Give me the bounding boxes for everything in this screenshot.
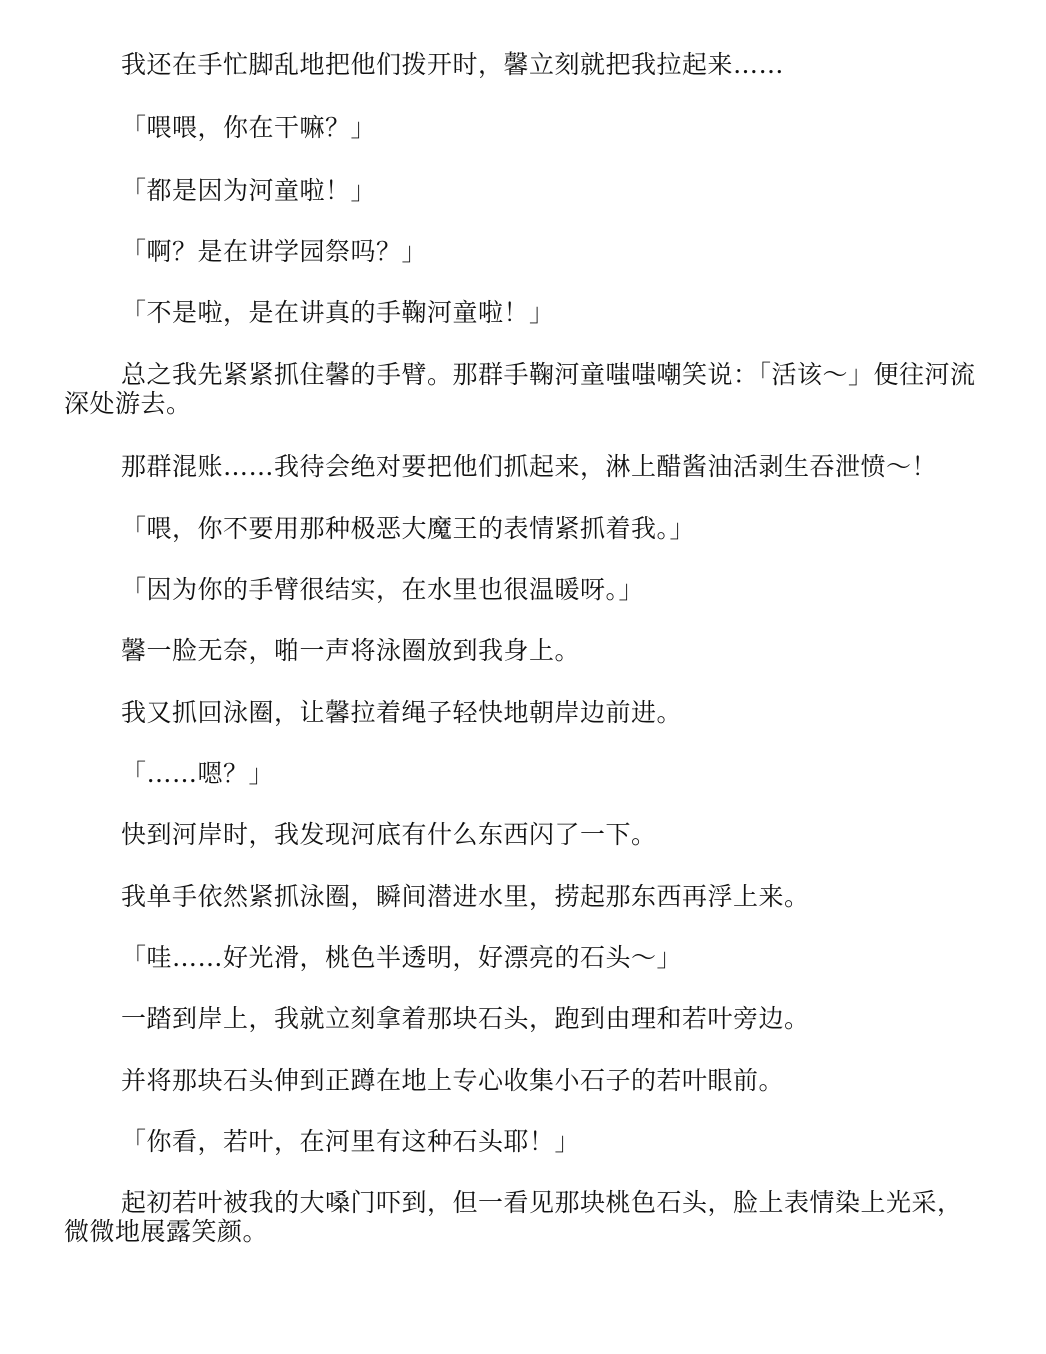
paragraph-2: 「喂喂，你在干嘛？」 [121,113,377,142]
paragraph-13: 快到河岸时，我发现河底有什么东西闪了一下。 [121,820,657,849]
paragraph-10: 馨一脸无奈，啪一声将泳圈放到我身上。 [121,636,581,665]
paragraph-5: 「不是啦，是在讲真的手鞠河童啦！」 [121,298,555,327]
paragraph-16: 一踏到岸上，我就立刻拿着那块石头，跑到由理和若叶旁边。 [121,1004,810,1033]
paragraph-7: 那群混账……我待会绝对要把他们抓起来，淋上醋酱油活剥生吞泄愤～！ [121,452,938,481]
paragraph-15: 「哇……好光滑，桃色半透明，好漂亮的石头～」 [121,943,683,972]
paragraph-1: 我还在手忙脚乱地把他们拨开时，馨立刻就把我拉起来…… [121,50,785,79]
paragraph-17: 并将那块石头伸到正蹲在地上专心收集小石子的若叶眼前。 [121,1066,785,1095]
paragraph-19: 起初若叶被我的大嗓门吓到，但一看见那块桃色石头，脸上表情染上光采，微微地展露笑颜。 [64,1188,963,1246]
paragraph-12: 「……嗯？」 [121,759,275,788]
paragraph-8: 「喂，你不要用那种极恶大魔王的表情紧抓着我。」 [121,514,696,543]
paragraph-4: 「啊？是在讲学园祭吗？」 [121,237,428,266]
paragraph-9: 「因为你的手臂很结实，在水里也很温暖呀。」 [121,575,645,604]
paragraph-14: 我单手依然紧抓泳圈，瞬间潜进水里，捞起那东西再浮上来。 [121,882,810,911]
paragraph-6: 总之我先紧紧抓住馨的手臂。那群手鞠河童嗤嗤嘲笑说：「活该～」便往河流深处游去。 [64,360,976,418]
paragraph-3: 「都是因为河童啦！」 [121,176,377,205]
paragraph-11: 我又抓回泳圈，让馨拉着绳子轻快地朝岸边前进。 [121,698,683,727]
paragraph-18: 「你看，若叶，在河里有这种石头耶！」 [121,1127,581,1156]
